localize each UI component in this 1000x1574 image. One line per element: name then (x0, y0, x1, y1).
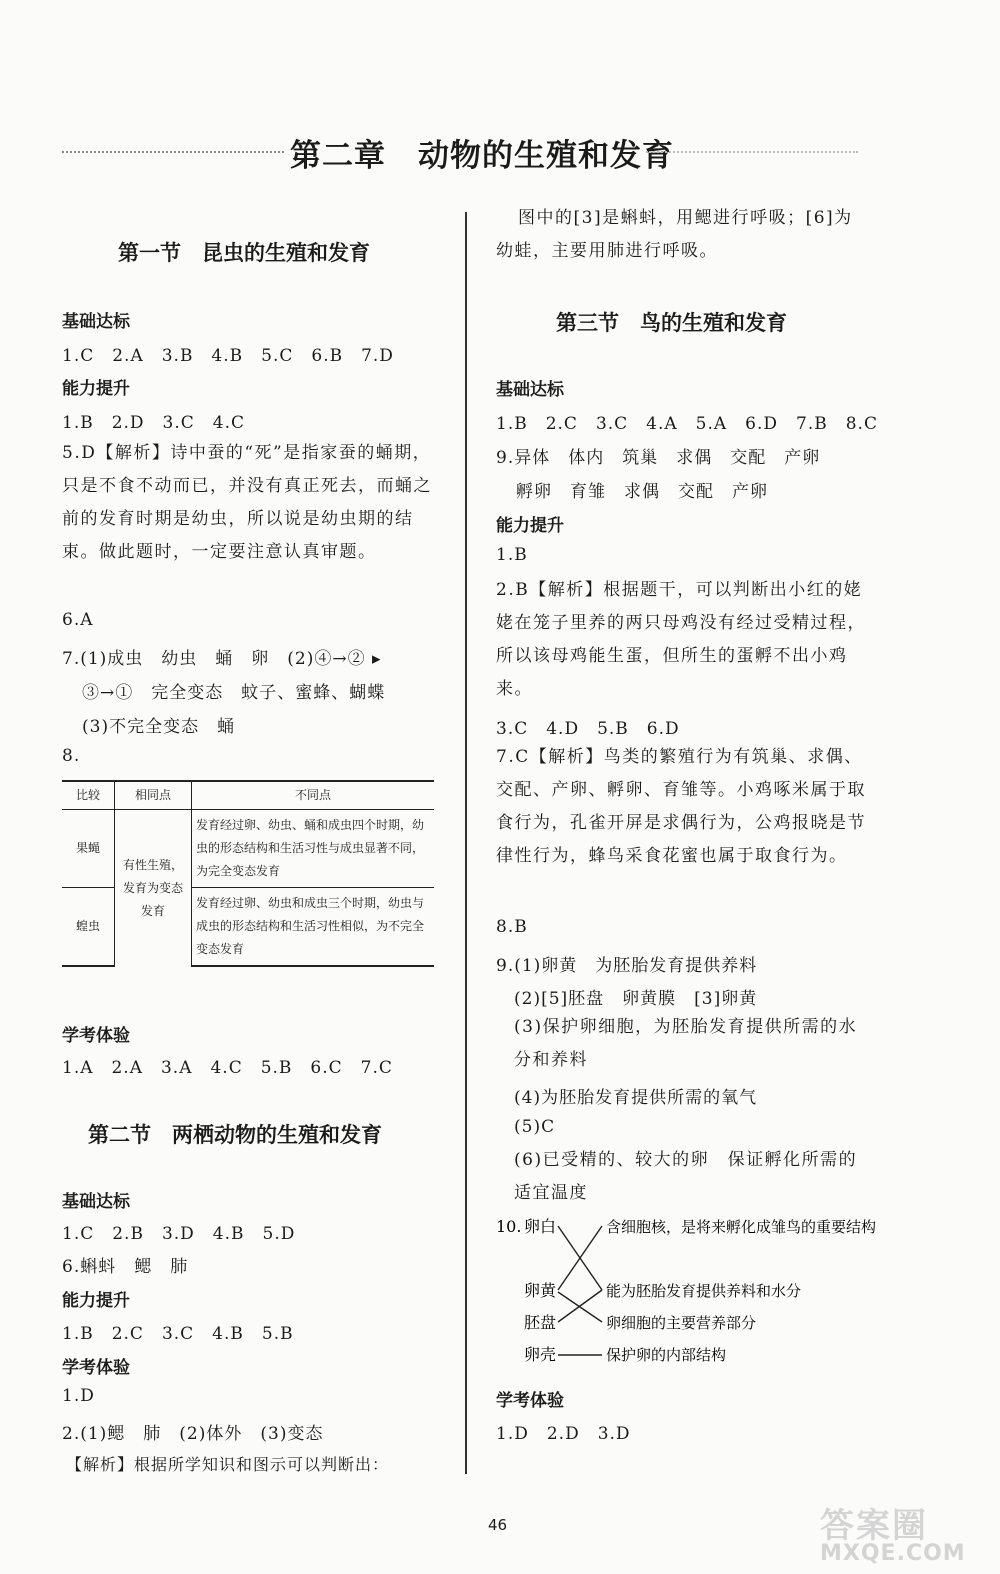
s3-q9b-3-text: (3)保护卵细胞，为胚胎发育提供所需的水分和养料 (514, 1017, 858, 1070)
s1-basic-answers: 1.C 2.A 3.B 4.B 5.C 6.B 7.D (62, 346, 394, 366)
s1-q7-line3: (3)不完全变态 蛹 (82, 717, 236, 737)
s3-q9b-2: (2)[5]胚盘 卵黄膜 [3]卵黄 (514, 989, 758, 1009)
s2-basic-label: 基础达标 (62, 1192, 130, 1212)
q10-left-item: 卵壳 (524, 1345, 557, 1364)
s1-q5 (62, 437, 438, 569)
table-cell-diff: 发育经过卵、幼虫和成虫三个时期，幼虫与成虫的形态结构和生活习性相似，为不完全变态发育 (192, 888, 435, 967)
q10-right-item: 能为胚胎发育提供养料和水分 (606, 1282, 802, 1300)
s1-ability-label: 能力提升 (62, 379, 130, 399)
s3-q9b-1: 9.(1)卵黄 为胚胎发育提供养料 (496, 956, 758, 976)
s3-q9b-6 (514, 1144, 872, 1210)
page-number: 46 (488, 1516, 508, 1534)
s3-q9-line2: 孵卵 育雏 求偶 交配 产卵 (516, 482, 768, 502)
s1-ability-answers: 1.B 2.D 3.C 4.C (62, 413, 246, 433)
s1-q7-line1: 7.(1)成虫 幼虫 蛹 卵 (2)④→② ▸ (62, 649, 382, 669)
s3-ability-q3-6: 3.C 4.D 5.B 6.D (496, 719, 680, 739)
s3-ability-q1: 1.B (496, 545, 528, 565)
s3-ability-q8: 8.B (496, 917, 528, 937)
s2-exam-label: 学考体验 (62, 1358, 130, 1378)
section1-title: 第一节 昆虫的生殖和发育 (118, 240, 370, 265)
s2-exam-q2: 2.(1)鳃 肺 (2)体外 (3)变态 (62, 1424, 324, 1444)
table-header-row (62, 781, 434, 810)
table-header: 不同点 (192, 781, 435, 810)
q10-right-item: 含细胞核，是将来孵化成雏鸟的重要结构 (606, 1218, 876, 1236)
s3-basic-label: 基础达标 (496, 380, 564, 400)
s1-exam-label: 学考体验 (62, 1026, 130, 1046)
table-cell-name: 果蝇 (62, 810, 115, 888)
s2-ability-label: 能力提升 (62, 1291, 130, 1311)
s3-exam-label: 学考体验 (496, 1391, 564, 1411)
s1-basic-label: 基础达标 (62, 312, 130, 332)
s3-exam-answers: 1.D 2.D 3.D (496, 1424, 631, 1444)
s1-q5-text: 5.D【解析】诗中蚕的“死”是指家蚕的蛹期，只是不食不动而已，并没有真正死去，而蛹之前的发育时期是幼虫，所以说是幼虫期的结束。做此题时，一定要注意认真审题。 (62, 443, 432, 562)
table-header: 相同点 (115, 781, 192, 810)
q10-right-item: 卵细胞的主要营养部分 (606, 1314, 757, 1332)
q10-number: 10. (496, 1217, 522, 1236)
q10-left-item: 卵白 (524, 1217, 557, 1236)
watermark-top: 答案圈 (820, 1506, 928, 1546)
s3-basic-answers: 1.B 2.C 3.C 4.A 5.A 6.D 7.B 8.C (496, 414, 878, 434)
s3-q9b-5: (5)C (514, 1117, 556, 1137)
s3-ability-q2-text: 2.B【解析】根据题干，可以判断出小红的姥姥在笼子里养的两只母鸡没有经过受精过程，所以该母鸡能生蛋，但所生的蛋孵不出小鸡来。 (496, 580, 866, 699)
column-divider (465, 212, 467, 1474)
s3-q9b-4: (4)为胚胎发育提供所需的氧气 (514, 1088, 758, 1108)
s3-q9b-6-text: (6)已受精的、较大的卵 保证孵化所需的适宜温度 (514, 1150, 858, 1203)
s2-basic-answers: 1.C 2.B 3.D 4.B 5.D (62, 1224, 296, 1244)
s2-analysis: 【解析】根据所学知识和图示可以判断出： (66, 1455, 390, 1474)
table-cell-name: 蝗虫 (62, 888, 115, 967)
section2-title: 第二节 两栖动物的生殖和发育 (88, 1122, 382, 1147)
s3-ability-q7 (496, 741, 872, 873)
table-header: 比较 (62, 781, 115, 810)
q10-left-item: 卵黄 (524, 1281, 557, 1300)
s3-ability-q2 (496, 574, 872, 706)
comparison-table (62, 780, 434, 967)
s2-ability-answers: 1.B 2.C 3.C 4.B 5.B (62, 1324, 294, 1344)
continued-text-content: 图中的[3]是蝌蚪，用鳃进行呼吸；[6]为幼蛙，主要用肺进行呼吸。 (496, 208, 853, 261)
s3-q9-line1: 9.异体 体内 筑巢 求偶 交配 产卵 (496, 448, 821, 468)
matching-diagram (496, 1212, 876, 1372)
chapter-heading (0, 130, 1000, 176)
s3-ability-q7-text: 7.C【解析】鸟类的繁殖行为有筑巢、求偶、交配、产卵、孵卵、育雏等。小鸡啄米属于取食行为，孔雀开屏是求偶行为，公鸡报晓是节律性行为，蜂鸟采食花蜜也属于取食行为。 (496, 747, 866, 866)
s1-exam-answers: 1.A 2.A 3.A 4.C 5.B 6.C 7.C (62, 1058, 393, 1078)
table-cell-diff: 发育经过卵、幼虫、蛹和成虫四个时期，幼虫的形态结构和生活习性与成虫显著不同，为完全变态发育 (192, 810, 435, 888)
table-cell-common: 有性生殖，发育为变态发育 (115, 810, 192, 967)
s1-q8: 8. (62, 746, 81, 766)
watermark (820, 1498, 990, 1568)
heading-rule-right (646, 151, 858, 153)
s1-q6: 6.A (62, 610, 94, 630)
heading-rule-left (62, 151, 284, 153)
chapter-title: 第二章 动物的生殖和发育 (290, 138, 674, 174)
section3-title: 第三节 鸟的生殖和发育 (556, 310, 787, 335)
q10-right-item: 保护卵的内部结构 (606, 1346, 727, 1364)
s3-ability-label: 能力提升 (496, 516, 564, 536)
continued-text (496, 202, 870, 268)
q10-left-item: 胚盘 (524, 1313, 557, 1332)
s3-q9b-3 (514, 1011, 872, 1077)
table-row (62, 810, 434, 888)
s2-exam-q1: 1.D (62, 1386, 95, 1406)
s1-q7-line2: ③→① 完全变态 蚊子、蜜蜂、蝴蝶 (82, 683, 386, 703)
s2-q6: 6.蝌蚪 鳃 肺 (62, 1257, 189, 1277)
watermark-bottom: MXQE.COM (820, 1541, 966, 1566)
